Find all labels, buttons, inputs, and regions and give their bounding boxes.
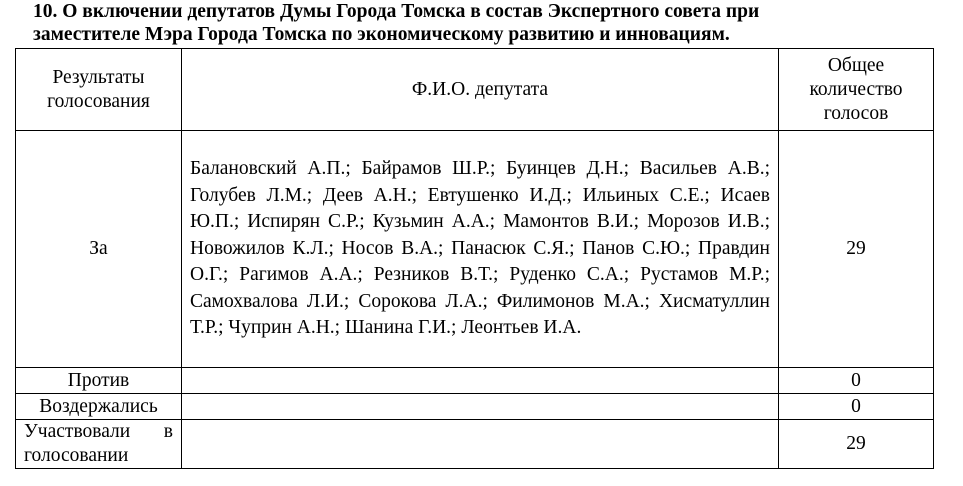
row-label-abstained: Воздержались [16,394,182,420]
row-label-for: За [16,131,182,368]
header-results: Результаты голосования [16,49,182,131]
heading-line-2: заместителе Мэра Города Томска по экономическому развитию и инновациям. [33,24,730,45]
row-count-participated: 29 [779,420,934,469]
row-count-abstained: 0 [779,394,934,420]
table-row-participated [16,420,934,469]
row-label-against: Против [16,368,182,394]
heading-line-1: 10. О включении депутатов Думы Города Томска в состав Экспертного совета при [33,1,760,22]
row-names-against [182,368,779,394]
table-row-abstained [16,394,934,420]
table-row-for [16,131,934,368]
row-count-against: 0 [779,368,934,394]
row-names-participated [182,420,779,469]
document-heading [33,0,933,46]
row-names-abstained [182,394,779,420]
table-header-row [16,49,934,131]
row-label-participated: Участвовали в голосовании [16,420,182,469]
voting-results-table [15,48,934,469]
header-total: Общее количество голосов [779,49,934,131]
header-fio: Ф.И.О. депутата [182,49,779,131]
table-row-against [16,368,934,394]
row-count-for: 29 [779,131,934,368]
row-names-for: Балановский А.П.; Байрамов Ш.Р.; Буинцев Д.Н.; Васильев А.В.; Голубев Л.М.; Деев А.Н.; Евтушенко И.Д.; Ильиных С.Е.; Исаев Ю.П.; Испирян С.Р.; Кузьмин А.А.; Мамонтов В.И.; Морозов И.В.; Новожилов К.Л.; Носов В.А.; Панасюк С.Я.; Панов С.Ю.; Правдин О.Г.; Рагимов А.А.; Резников В.Т.; Руденко С.А.; Рустамов М.Р.; Самохвалова Л.И.; Сорокова Л.А.; Филимонов М.А.; Хисматуллин Т.Р.; Чуприн А.Н.; Шанина Г.И.; Леонтьев И.А. [182,131,779,368]
